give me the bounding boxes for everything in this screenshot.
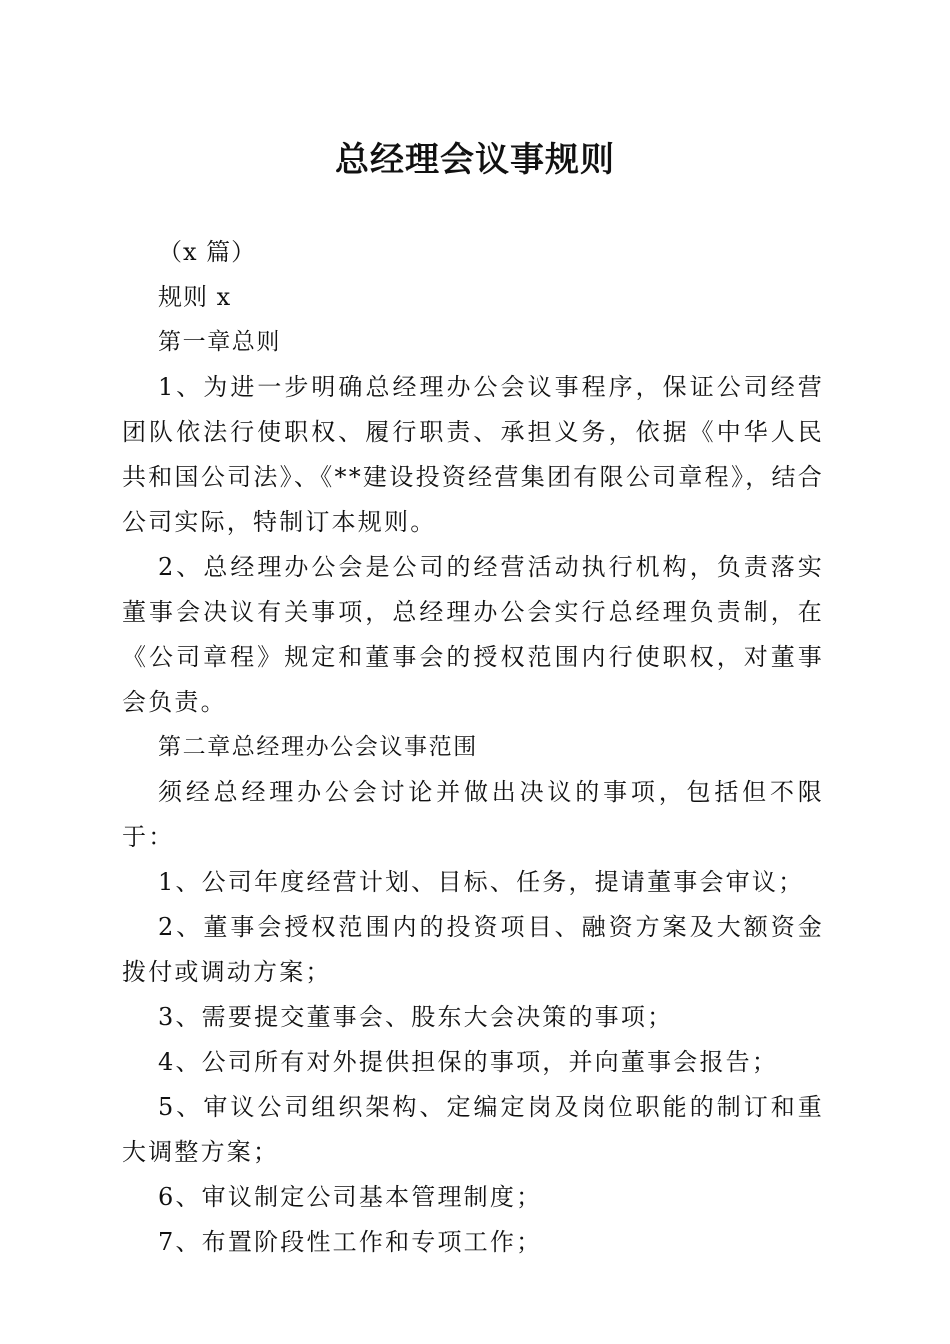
document-title: 总经理会议事规则 [335,140,615,180]
paragraph-volume: （x 篇） [158,238,257,266]
list-item-1: 1、公司年度经营计划、目标、任务，提请董事会审议； [158,868,805,896]
paragraph-2: 2、总经理办公会是公司的经营活动执行机构，负责落实董事会决议有关事项，总经理办公会实行总经理负责制，在《公司章程》规定和董事会的授权范围内行使职权，对董事会负责。 [122,553,824,716]
paragraph-1: 1、为进一步明确总经理办公会议事程序，保证公司经营团队依法行使职权、履行职责、承担义务，依据《中华人民共和国公司法》、《**建设投资经营集团有限公司章程》，结合公司实际，特制订本规则。 [122,373,824,536]
chapter-2-heading: 第二章总经理办公会议事范围 [158,734,478,760]
document-body [122,230,824,1265]
list-item-3: 3、需要提交董事会、股东大会决策的事项； [158,1003,674,1031]
chapter-1-heading: 第一章总则 [158,329,281,355]
paragraph-scope-intro: 须经总经理办公会讨论并做出决议的事项，包括但不限于： [122,778,824,851]
list-item-5: 5、审议公司组织架构、定编定岗及岗位职能的制订和重大调整方案； [122,1093,824,1166]
list-item-4: 4、公司所有对外提供担保的事项，并向董事会报告； [158,1048,779,1076]
paragraph-rule-number: 规则 x [158,283,232,311]
list-item-2: 2、董事会授权范围内的投资项目、融资方案及大额资金拨付或调动方案； [122,913,824,986]
list-item-7: 7、布置阶段性工作和专项工作； [158,1228,543,1256]
list-item-6: 6、审议制定公司基本管理制度； [158,1183,543,1211]
